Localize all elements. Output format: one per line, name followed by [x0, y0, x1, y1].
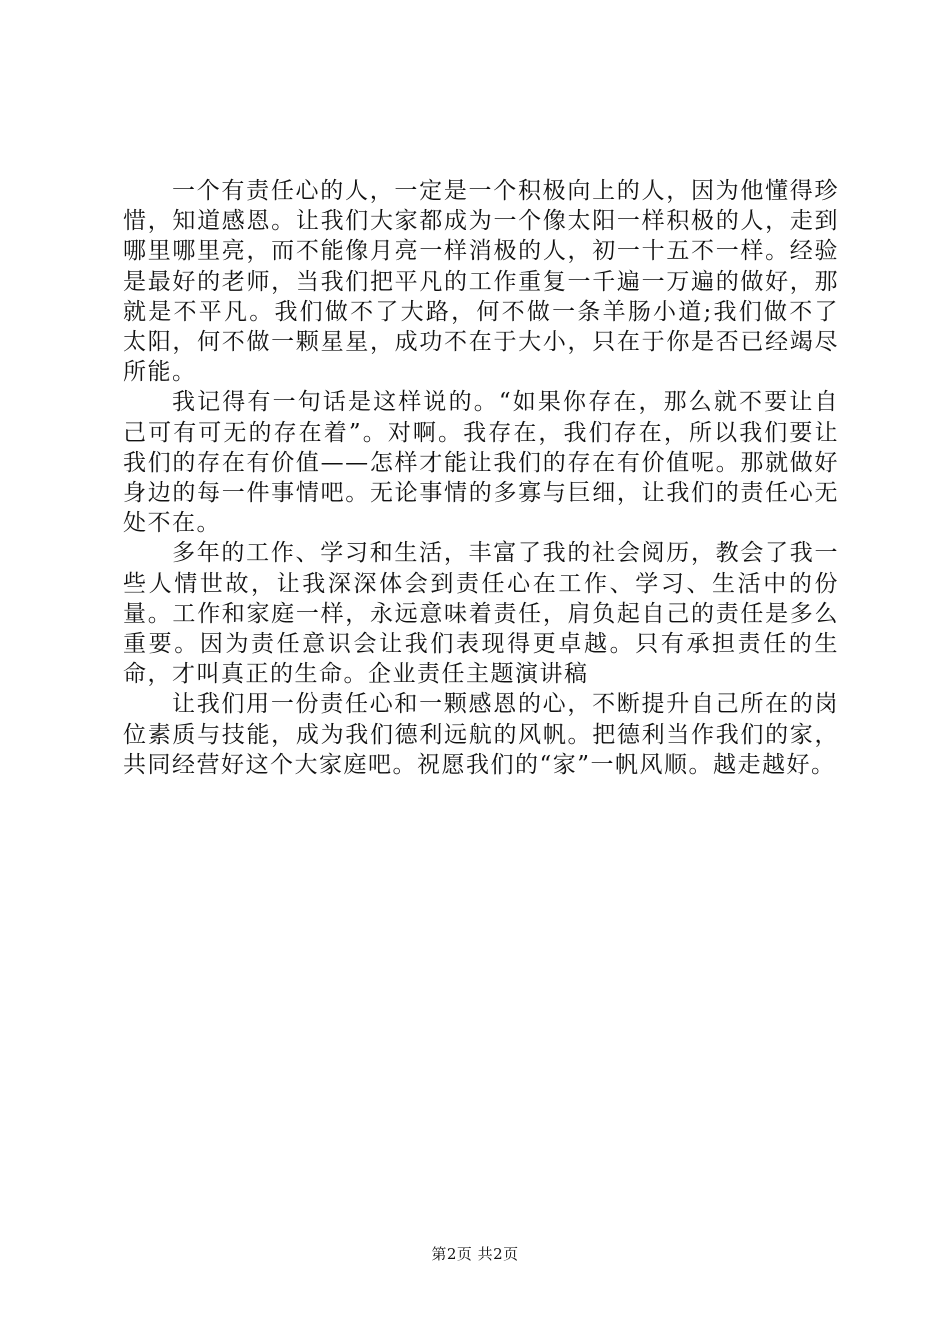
paragraph-4: 让我们用一份责任心和一颗感恩的心，不断提升自己所在的岗位素质与技能，成为我们德利远航的风帆。把德利当作我们的家，共同经营好这个大家庭吧。祝愿我们的“家”一帆风顺。越走越好。 [123, 691, 839, 778]
page-number-footer: 第2页 共2页 [431, 1245, 519, 1263]
paragraph-1: 一个有责任心的人，一定是一个积极向上的人，因为他懂得珍惜，知道感恩。让我们大家都成为一个像太阳一样积极的人，走到哪里哪里亮，而不能像月亮一样消极的人，初一十五不一样。经验是最好的老师，当我们把平凡的工作重复一千遍一万遍的做好，那就是不平凡。我们做不了大路，何不做一条羊肠小道;我们做不了太阳，何不做一颗星星，成功不在于大小，只在于你是否已经竭尽所能。 [123, 178, 839, 386]
paragraph-3: 多年的工作、学习和生活，丰富了我的社会阅历，教会了我一些人情世故，让我深深体会到责任心在工作、学习、生活中的份量。工作和家庭一样，永远意味着责任，肩负起自己的责任是多么重要。因为责任意识会让我们表现得更卓越。只有承担责任的生命，才叫真正的生命。企业责任主题演讲稿 [123, 540, 839, 688]
document-body [123, 176, 839, 780]
paragraph-2: 我记得有一句话是这样说的。“如果你存在，那么就不要让自己可有可无的存在着”。对啊。我存在，我们存在，所以我们要让我们的存在有价值——怎样才能让我们的存在有价值呢。那就做好身边的每一件事情吧。无论事情的多寡与巨细，让我们的责任心无处不在。 [123, 389, 839, 537]
